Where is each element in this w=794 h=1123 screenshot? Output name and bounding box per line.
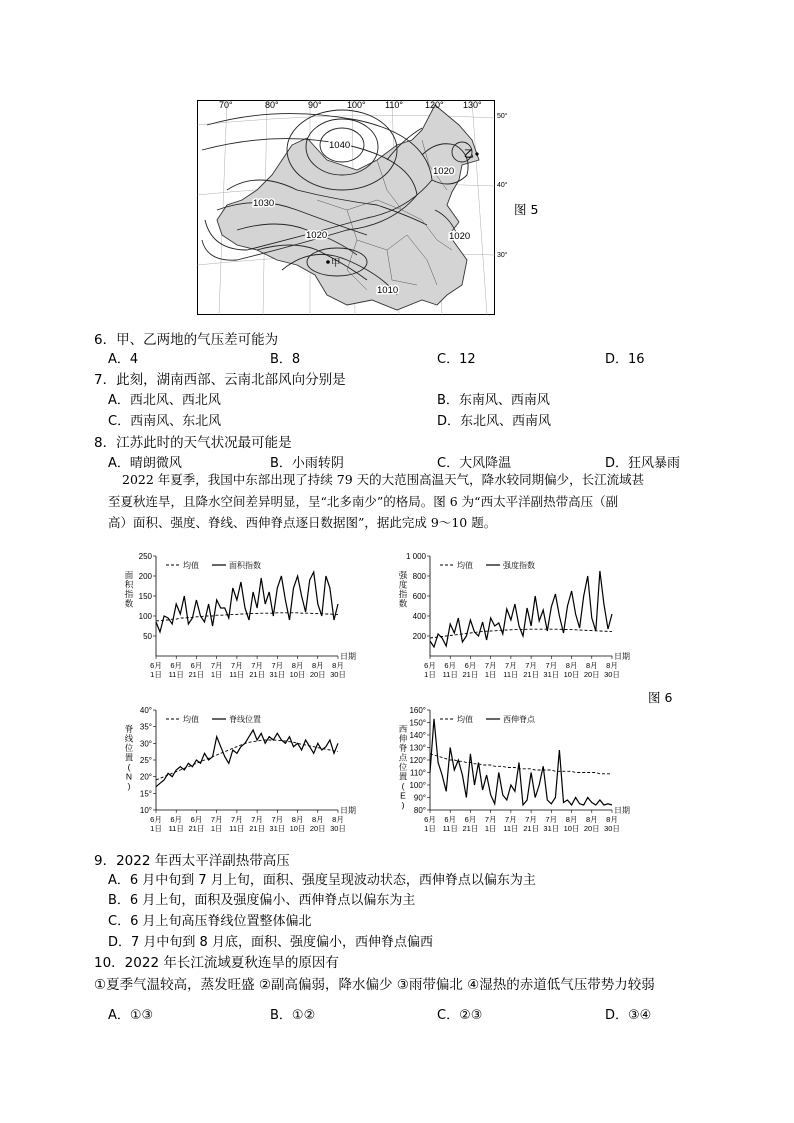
y-axis-label-char: 积: [124, 579, 134, 590]
lon-label: 70°: [219, 100, 233, 110]
passage-line-2: 至夏秋连旱，且降水空间差异明显，呈“北多南少”的格局。图 6 为“西太平洋副热带高压（副: [108, 494, 619, 509]
x-tick-label: 6月: [444, 661, 457, 670]
y-axis-label-char: 度: [398, 579, 408, 590]
y-tick-label: 20°: [139, 772, 152, 782]
x-tick-label: 11日: [503, 824, 519, 833]
isobar-label: 1040: [329, 140, 351, 151]
y-tick-label: 150: [138, 592, 152, 601]
chart-ridge: [125, 706, 356, 833]
chart-strength: [399, 552, 630, 679]
y-tick-label: 160°: [409, 706, 426, 715]
x-tick-label: 7月: [545, 815, 558, 824]
x-tick-label: 7月: [505, 661, 517, 670]
y-axis-label-char: 置: [124, 752, 134, 763]
x-tick-label: 21日: [249, 824, 266, 833]
y-tick-label: 110°: [410, 768, 426, 778]
q9-option-c[interactable]: C．6 月上旬高压脊线位置整体偏北: [108, 914, 312, 929]
x-tick-label: 11日: [168, 670, 184, 679]
y-tick-label: 120°: [409, 756, 426, 765]
y-tick-label: 100: [138, 612, 152, 621]
x-tick-label: 10日: [563, 824, 580, 833]
x-axis-label: 日期: [614, 652, 630, 661]
fig5-map: [197, 100, 508, 315]
y-tick-label: 10°: [139, 806, 152, 815]
q9-option-b[interactable]: B．6 月上旬，面积及强度偏小、西伸脊点以偏东为主: [108, 893, 416, 908]
x-tick-label: 7月: [484, 815, 497, 824]
y-tick-label: 130°: [409, 743, 426, 753]
x-tick-label: 1日: [484, 670, 497, 679]
x-tick-label: 6月: [150, 815, 162, 824]
series-main-line: [430, 719, 612, 805]
fig6-caption: 图 6: [648, 690, 673, 705]
y-axis-label-char: 位: [124, 743, 134, 753]
x-tick-label: 7月: [210, 661, 223, 670]
x-tick-label: 30日: [604, 824, 620, 833]
series-avg-line: [156, 740, 338, 780]
x-tick-label: 21日: [462, 824, 479, 833]
y-tick-label: 15°: [139, 789, 152, 799]
x-tick-label: 11日: [442, 670, 458, 679]
x-tick-label: 10日: [289, 670, 306, 679]
q10-option-b[interactable]: B．①②: [270, 1008, 316, 1023]
x-tick-label: 30日: [604, 670, 620, 679]
legend-avg-label: 均值: [183, 561, 199, 570]
series-main-line: [156, 572, 338, 632]
y-axis-label-char: 指: [124, 589, 134, 599]
x-tick-label: 7月: [271, 661, 284, 670]
y-axis-label-char: N: [125, 771, 133, 782]
x-tick-label: 8月: [565, 815, 578, 824]
x-tick-label: 7月: [271, 815, 284, 824]
y-tick-label: 150°: [409, 718, 426, 728]
y-axis-label-char: 线: [124, 733, 134, 744]
y-axis-label-char: 面: [124, 570, 134, 580]
x-tick-label: 11日: [503, 670, 519, 679]
q8-option-a[interactable]: A．晴朗微风: [108, 456, 182, 471]
x-tick-label: 20日: [309, 670, 326, 679]
x-tick-label: 21日: [462, 670, 479, 679]
point-jia-label: 甲: [331, 258, 341, 269]
x-tick-label: 8月: [291, 661, 304, 670]
legend-main-label: 面积指数: [229, 561, 261, 570]
y-tick-label: 400: [412, 612, 426, 621]
x-tick-label: 8月: [565, 661, 578, 670]
lon-label: 130°: [463, 100, 482, 110]
lon-label: 120°: [425, 100, 444, 110]
x-tick-label: 20日: [309, 824, 326, 833]
passage-line-3: 高）面积、强度、脊线、西伸脊点逐日数据图”，据此完成 9～10 题。: [108, 515, 497, 530]
y-tick-label: 25°: [139, 756, 152, 765]
chart-area: [125, 552, 356, 679]
q8-option-b[interactable]: B．小雨转阴: [270, 456, 344, 471]
q8-option-d[interactable]: D．狂风暴雨: [605, 456, 681, 471]
x-tick-label: 30日: [330, 670, 346, 679]
point-yi-marker: [475, 152, 478, 155]
x-tick-label: 6月: [170, 815, 183, 824]
q10-option-d[interactable]: D．③④: [605, 1008, 652, 1023]
x-axis-label: 日期: [614, 806, 630, 815]
x-tick-label: 1日: [424, 670, 436, 679]
q6-option-b[interactable]: B．8: [270, 352, 301, 367]
y-tick-label: 90°: [413, 793, 426, 803]
x-tick-label: 1日: [150, 824, 162, 833]
chart-west: [399, 706, 630, 833]
q7-option-d[interactable]: D．东北风、西南风: [437, 414, 552, 429]
x-tick-label: 11日: [168, 824, 184, 833]
y-axis-label-char: 伸: [398, 733, 408, 744]
lon-label: 100°: [347, 100, 366, 110]
x-tick-label: 7月: [505, 815, 517, 824]
x-tick-label: 7月: [484, 661, 497, 670]
x-tick-label: 1日: [150, 670, 162, 679]
q8-option-c[interactable]: C．大风降温: [437, 456, 512, 471]
x-tick-label: 20日: [583, 824, 600, 833]
y-axis-label-char: 强: [398, 570, 408, 580]
q7-stem: 7．此刻，湖南西部、云南北部风向分别是: [94, 372, 346, 388]
q10-option-a[interactable]: A．①③: [108, 1008, 154, 1023]
isobar-label: 1020: [449, 231, 471, 242]
q7-option-b[interactable]: B．东南风、西南风: [437, 393, 550, 408]
lat-label: 30°: [497, 252, 508, 259]
x-tick-label: 7月: [231, 661, 243, 670]
x-tick-label: 1日: [210, 670, 223, 679]
y-tick-label: 100°: [409, 781, 426, 790]
y-axis-label-char: 指: [398, 589, 408, 599]
y-axis-label-char: 西: [398, 724, 408, 734]
y-axis-label-char: 数: [124, 598, 134, 609]
point-jia-marker: [326, 260, 330, 264]
y-axis-label-char: 点: [398, 752, 408, 763]
x-tick-label: 31日: [269, 824, 286, 833]
x-tick-label: 6月: [150, 661, 162, 670]
legend-main-label: 西伸脊点: [503, 715, 535, 724]
x-tick-label: 8月: [332, 661, 344, 670]
x-tick-label: 1日: [210, 824, 223, 833]
legend-main-label: 脊线位置: [229, 715, 261, 724]
x-tick-label: 10日: [563, 670, 580, 679]
y-axis-label-char: (: [127, 762, 131, 772]
lon-label: 110°: [385, 100, 403, 110]
x-tick-label: 11日: [229, 824, 245, 833]
x-tick-label: 8月: [311, 661, 324, 670]
x-axis-label: 日期: [340, 806, 356, 815]
x-tick-label: 8月: [291, 815, 304, 824]
y-axis-label-char: 置: [398, 771, 408, 782]
x-tick-label: 6月: [190, 815, 203, 824]
x-tick-label: 11日: [442, 824, 458, 833]
lat-label: 50°: [497, 113, 508, 120]
y-axis-label-char: 位: [398, 762, 408, 772]
q9-option-a[interactable]: A．6 月中旬到 7 月上旬，面积、强度呈现波动状态，西伸脊点以偏东为主: [108, 873, 536, 888]
x-tick-label: 7月: [545, 661, 558, 670]
q6-option-d[interactable]: D．16: [605, 352, 645, 367]
x-tick-label: 31日: [543, 824, 560, 833]
y-axis-label-char: ): [401, 800, 405, 810]
y-tick-label: 600: [412, 592, 426, 601]
isobar-label: 1020: [433, 166, 455, 177]
y-tick-label: 80°: [413, 806, 426, 815]
x-tick-label: 10日: [289, 824, 306, 833]
series-main-line: [430, 571, 612, 647]
legend-avg-label: 均值: [457, 715, 473, 724]
y-tick-label: 140°: [409, 731, 426, 740]
x-tick-label: 1日: [424, 824, 436, 833]
x-tick-label: 21日: [188, 824, 205, 833]
x-tick-label: 6月: [424, 661, 436, 670]
x-tick-label: 6月: [444, 815, 457, 824]
isobar-label: 1030: [253, 198, 275, 209]
y-axis-label-char: 脊: [398, 743, 408, 753]
y-axis-label-char: ): [127, 781, 131, 791]
x-tick-label: 7月: [525, 661, 537, 670]
x-tick-label: 6月: [170, 661, 183, 670]
x-tick-label: 21日: [188, 670, 205, 679]
x-tick-label: 8月: [606, 815, 618, 824]
y-tick-label: 200: [138, 572, 152, 581]
q6-option-c[interactable]: C．12: [437, 352, 476, 367]
fig5-caption: 图 5: [514, 202, 539, 217]
legend-main-label: 强度指数: [503, 561, 535, 570]
y-tick-label: 1 000: [405, 552, 426, 561]
x-tick-label: 21日: [523, 670, 540, 679]
q8-stem: 8．江苏此时的天气状况最可能是: [94, 435, 292, 451]
isobar-label: 1020: [306, 230, 328, 241]
y-axis-label-char: E: [400, 790, 406, 801]
x-tick-label: 11日: [229, 670, 245, 679]
passage-line-1: 2022 年夏季，我国中东部出现了持续 79 天的大范围高温天气，降水较同期偏少，长江流域甚: [122, 472, 645, 487]
y-tick-label: 30°: [139, 739, 152, 749]
x-tick-label: 7月: [231, 815, 243, 824]
x-axis-label: 日期: [340, 652, 356, 661]
fig6-charts: [118, 548, 658, 843]
q6-option-a[interactable]: A．4: [108, 352, 139, 367]
x-tick-label: 31日: [269, 670, 286, 679]
x-tick-label: 7月: [210, 815, 223, 824]
x-tick-label: 1日: [484, 824, 497, 833]
y-tick-label: 250: [138, 552, 152, 561]
x-tick-label: 8月: [332, 815, 344, 824]
y-axis-label-char: 脊: [124, 724, 134, 734]
y-tick-label: 50: [143, 632, 152, 641]
legend-avg-label: 均值: [183, 715, 199, 724]
lon-label: 80°: [265, 100, 279, 110]
x-tick-label: 6月: [424, 815, 436, 824]
y-tick-label: 800: [412, 572, 426, 581]
y-tick-label: 35°: [139, 722, 152, 732]
q10-stem: 10．2022 年长江流域夏秋连旱的原因有: [94, 955, 339, 971]
x-tick-label: 8月: [585, 815, 598, 824]
isobar-label: 1010: [377, 285, 399, 296]
q6-stem: 6．甲、乙两地的气压差可能为: [94, 332, 279, 348]
y-tick-label: 200: [412, 632, 426, 641]
lat-label: 40°: [497, 182, 508, 189]
x-tick-label: 6月: [464, 661, 477, 670]
x-tick-label: 7月: [525, 815, 537, 824]
x-tick-label: 7月: [251, 661, 263, 670]
x-tick-label: 21日: [523, 824, 540, 833]
q9-option-d[interactable]: D．7 月中旬到 8 月底，面积、强度偏小，西伸脊点偏西: [108, 935, 433, 950]
x-tick-label: 8月: [606, 661, 618, 670]
x-tick-label: 8月: [585, 661, 598, 670]
y-tick-label: 40°: [139, 706, 152, 715]
fig5-map-svg: [197, 100, 495, 315]
q7-option-a[interactable]: A．西北风、西北风: [108, 393, 221, 408]
legend-avg-label: 均值: [457, 561, 473, 570]
q9-stem: 9．2022 年西太平洋副热带高压: [94, 853, 290, 869]
q10-option-c[interactable]: C．②③: [437, 1008, 483, 1023]
y-axis-label-char: (: [401, 781, 405, 791]
x-tick-label: 6月: [190, 661, 203, 670]
x-tick-label: 6月: [464, 815, 477, 824]
point-yi-label: 乙: [464, 149, 474, 160]
x-tick-label: 21日: [249, 670, 266, 679]
x-tick-label: 7月: [251, 815, 263, 824]
q7-option-c[interactable]: C．西南风、东北风: [108, 414, 222, 429]
lon-label: 90°: [308, 100, 322, 110]
x-tick-label: 31日: [543, 670, 560, 679]
fig6-svg: [118, 548, 658, 843]
y-axis-label-char: 数: [398, 598, 408, 609]
q10-items: ①夏季气温较高，蒸发旺盛 ②副高偏弱，降水偏少 ③雨带偏北 ④湿热的赤道低气压带势力较弱: [94, 977, 655, 993]
x-tick-label: 30日: [330, 824, 346, 833]
series-main-line: [156, 730, 338, 787]
x-tick-label: 8月: [311, 815, 324, 824]
x-tick-label: 20日: [583, 670, 600, 679]
